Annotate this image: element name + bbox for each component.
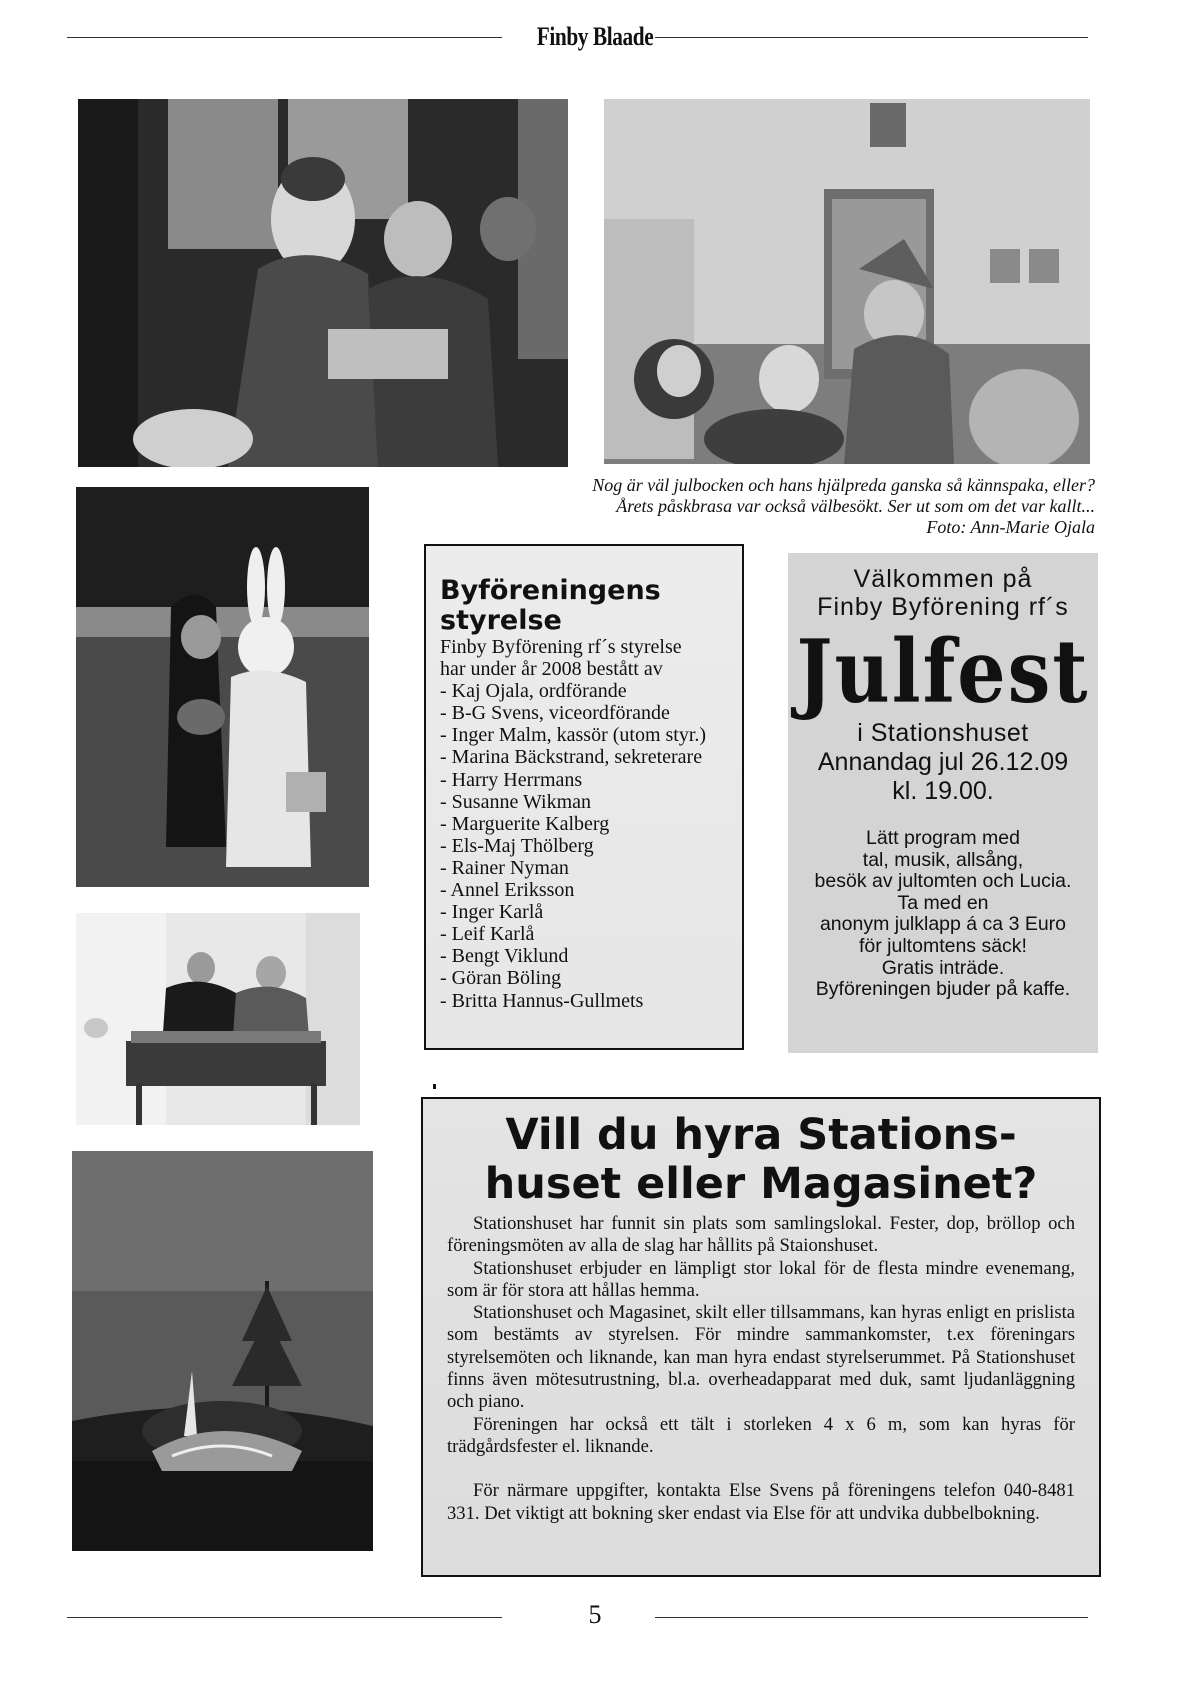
board-member: - Harry Herrmans bbox=[440, 768, 583, 791]
board-member: - Leif Karlå bbox=[440, 923, 535, 946]
board-member: - Inger Malm, kassör (utom styr.) bbox=[440, 724, 707, 747]
board-member: - Susanne Wikman bbox=[440, 790, 592, 813]
julfest-program-line: Ta med en bbox=[897, 891, 989, 914]
board-member: - Britta Hannus-Gullmets bbox=[440, 989, 644, 1012]
caption-line-1: Nog är väl julbocken och hans hjälpreda ganska så kännspaka, eller? bbox=[592, 475, 1095, 495]
julfest-place: i Stationshuset bbox=[857, 719, 1029, 747]
board-title: Byföreningens styrelse bbox=[440, 575, 661, 636]
rental-title-line-1: Vill du hyra Stations- bbox=[505, 1110, 1017, 1160]
julfest-time: kl. 19.00. bbox=[892, 777, 994, 805]
rental-paragraph: Föreningen har också ett tält i storleken 4 x 6 m, som kan hyras för trädgårdsfester el. liknande. bbox=[447, 1413, 1075, 1457]
julfest-welcome-line-2: Finby Byförening rf´s bbox=[817, 593, 1069, 621]
photo-caption bbox=[430, 475, 1095, 538]
photo-santa-and-guests bbox=[78, 99, 568, 467]
rental-info-box bbox=[421, 1097, 1101, 1577]
julfest-program-line: besök av jultomten och Lucia. bbox=[814, 870, 1072, 893]
board-member: - Rainer Nyman bbox=[440, 856, 569, 879]
board-member: - Els-Maj Thölberg bbox=[440, 834, 594, 857]
board-member: - Marguerite Kalberg bbox=[440, 812, 610, 835]
rental-paragraph: Stationshuset erbjuder en lämpligt stor lokal för de flesta mindre evenemang, som är för stora att hållas hemma. bbox=[447, 1257, 1075, 1301]
board-member: - Inger Karlå bbox=[440, 901, 544, 924]
rental-contact-paragraph: För närmare uppgifter, kontakta Else Svens på föreningens telefon 040-8481 331. Det viktigt att bokning sker endast via Else för att undvika dubbelbokning. bbox=[447, 1480, 1075, 1524]
board-member: - Bengt Viklund bbox=[440, 945, 569, 968]
rental-title-line-2: huset eller Magasinet? bbox=[484, 1159, 1038, 1209]
julfest-title: Julfest bbox=[796, 620, 1090, 723]
caption-line-2: Årets påskbrasa var också välbesökt. Ser ut som om det var kallt... bbox=[616, 496, 1095, 516]
board-member-list bbox=[440, 680, 728, 1011]
rental-paragraph: Stationshuset och Magasinet, skilt eller tillsammans, kan hyras enligt en prislista som bestämts av styrelsen. För mindre sammankomster, t.ex föreningars styrelsemöten och liknande, kan man hyra endast styrelserummet. På Stationshuset finns även mötesutrustning, bl.a. overheadapparat med duk, samt ljudanläggning och piano. bbox=[447, 1302, 1075, 1413]
board-member: - B-G Svens, viceordförande bbox=[440, 702, 670, 725]
board-member: - Marina Bäckstrand, sekreterare bbox=[440, 746, 703, 769]
rental-paragraph: Stationshuset har funnit sin plats som samlingslokal. Fester, dop, bröllop och föreningsmöten av alla de slag har hållits på Staionshuset. bbox=[447, 1213, 1075, 1257]
julfest-program-line: tal, musik, allsång, bbox=[862, 848, 1024, 871]
julfest-program bbox=[788, 828, 1098, 1001]
julfest-program-line: Lätt program med bbox=[866, 827, 1020, 849]
rental-body bbox=[447, 1213, 1075, 1525]
julfest-program-line: anonym julklapp á ca 3 Euro bbox=[819, 913, 1067, 936]
julfest-program-line: Gratis inträde. bbox=[881, 956, 1005, 979]
board-member: - Kaj Ojala, ordförande bbox=[440, 680, 627, 703]
photo-easter-witch-and-bunny bbox=[76, 487, 369, 887]
julfest-program-line: Byföreningen bjuder på kaffe. bbox=[815, 978, 1071, 1001]
page-number: 5 bbox=[588, 1600, 602, 1629]
julfest-program-line: för jultomtens säck! bbox=[859, 934, 1027, 957]
photo-santa-in-room bbox=[604, 99, 1090, 464]
board-members-box bbox=[424, 544, 744, 1050]
board-intro-line-2: har under år 2008 bestått av bbox=[440, 658, 663, 681]
photo-easter-bonfire bbox=[72, 1151, 373, 1551]
board-intro-line-1: Finby Byförening rf´s styrelse bbox=[440, 636, 682, 658]
julfest-welcome-line-1: Välkommen på bbox=[853, 565, 1033, 593]
julfest-date: Annandag jul 26.12.09 bbox=[817, 748, 1069, 776]
board-member: - Göran Böling bbox=[440, 967, 562, 990]
stray-mark bbox=[433, 1084, 436, 1089]
board-member: - Annel Eriksson bbox=[440, 879, 575, 902]
newspaper-title: Finby Blaade bbox=[536, 22, 654, 51]
caption-credit: Foto: Ann-Marie Ojala bbox=[926, 517, 1095, 537]
julfest-advertisement bbox=[788, 553, 1098, 1053]
photo-men-at-grill bbox=[76, 913, 360, 1125]
